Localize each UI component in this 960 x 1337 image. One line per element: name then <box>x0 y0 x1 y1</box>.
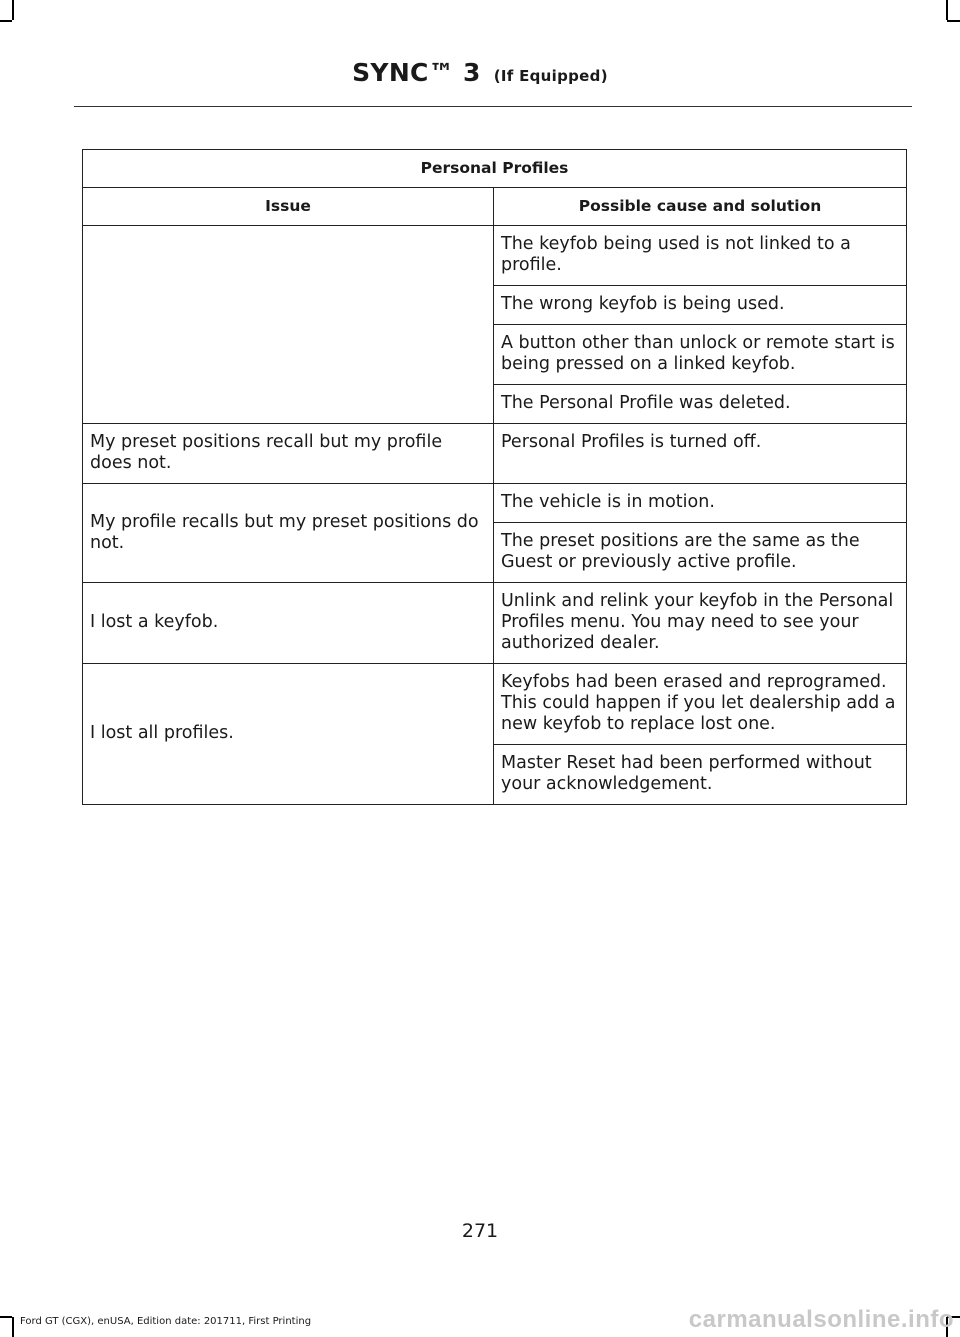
header-subtitle: (If Equipped) <box>493 67 608 85</box>
issue-cell: I lost a keyfob. <box>83 583 494 664</box>
crop-mark <box>946 0 948 20</box>
cause-cell: The Personal Profile was deleted. <box>494 385 907 424</box>
issue-cell: My preset positions recall but my profile does not. <box>83 424 494 484</box>
personal-profiles-table <box>82 149 907 805</box>
cause-cell: The vehicle is in motion. <box>494 484 907 523</box>
cause-cell: The keyfob being used is not linked to a profile. <box>494 226 907 286</box>
footer-edition: Ford GT (CGX), enUSA, Edition date: 201711, First Printing <box>20 1316 312 1327</box>
crop-mark <box>947 20 960 22</box>
header-divider <box>74 106 912 107</box>
cause-cell: Unlink and relink your keyfob in the Personal Profiles menu. You may need to see your authorized dealer. <box>494 583 907 664</box>
table-caption-row <box>83 150 907 188</box>
table-row <box>83 664 907 745</box>
column-header-issue: Issue <box>83 188 494 226</box>
watermark: carmanualsonline.info <box>688 1306 954 1333</box>
page-number: 271 <box>461 1220 499 1242</box>
cause-cell: The preset positions are the same as the Guest or previously active profile. <box>494 523 907 583</box>
header-title: SYNC™ 3 <box>352 58 481 87</box>
cause-cell: The wrong keyfob is being used. <box>494 286 907 325</box>
cause-cell: A button other than unlock or remote start is being pressed on a linked keyfob. <box>494 325 907 385</box>
table-row <box>83 424 907 484</box>
crop-mark <box>0 1316 12 1318</box>
table-row <box>83 583 907 664</box>
issue-cell <box>83 226 494 424</box>
column-header-cause: Possible cause and solution <box>494 188 907 226</box>
cause-cell: Personal Profiles is turned off. <box>494 424 907 484</box>
page-header <box>0 58 960 87</box>
table-caption: Personal Profiles <box>83 150 907 188</box>
table-row <box>83 226 907 286</box>
issue-cell: My profile recalls but my preset positions do not. <box>83 484 494 583</box>
crop-mark <box>12 1317 14 1337</box>
table-header-row <box>83 188 907 226</box>
cause-cell: Keyfobs had been erased and reprogramed. This could happen if you let dealership add a new keyfob to replace lost one. <box>494 664 907 745</box>
cause-cell: Master Reset had been performed without your acknowledgement. <box>494 745 907 805</box>
table-row <box>83 484 907 523</box>
crop-mark <box>0 20 12 22</box>
issue-cell: I lost all profiles. <box>83 664 494 805</box>
crop-mark <box>12 0 14 20</box>
